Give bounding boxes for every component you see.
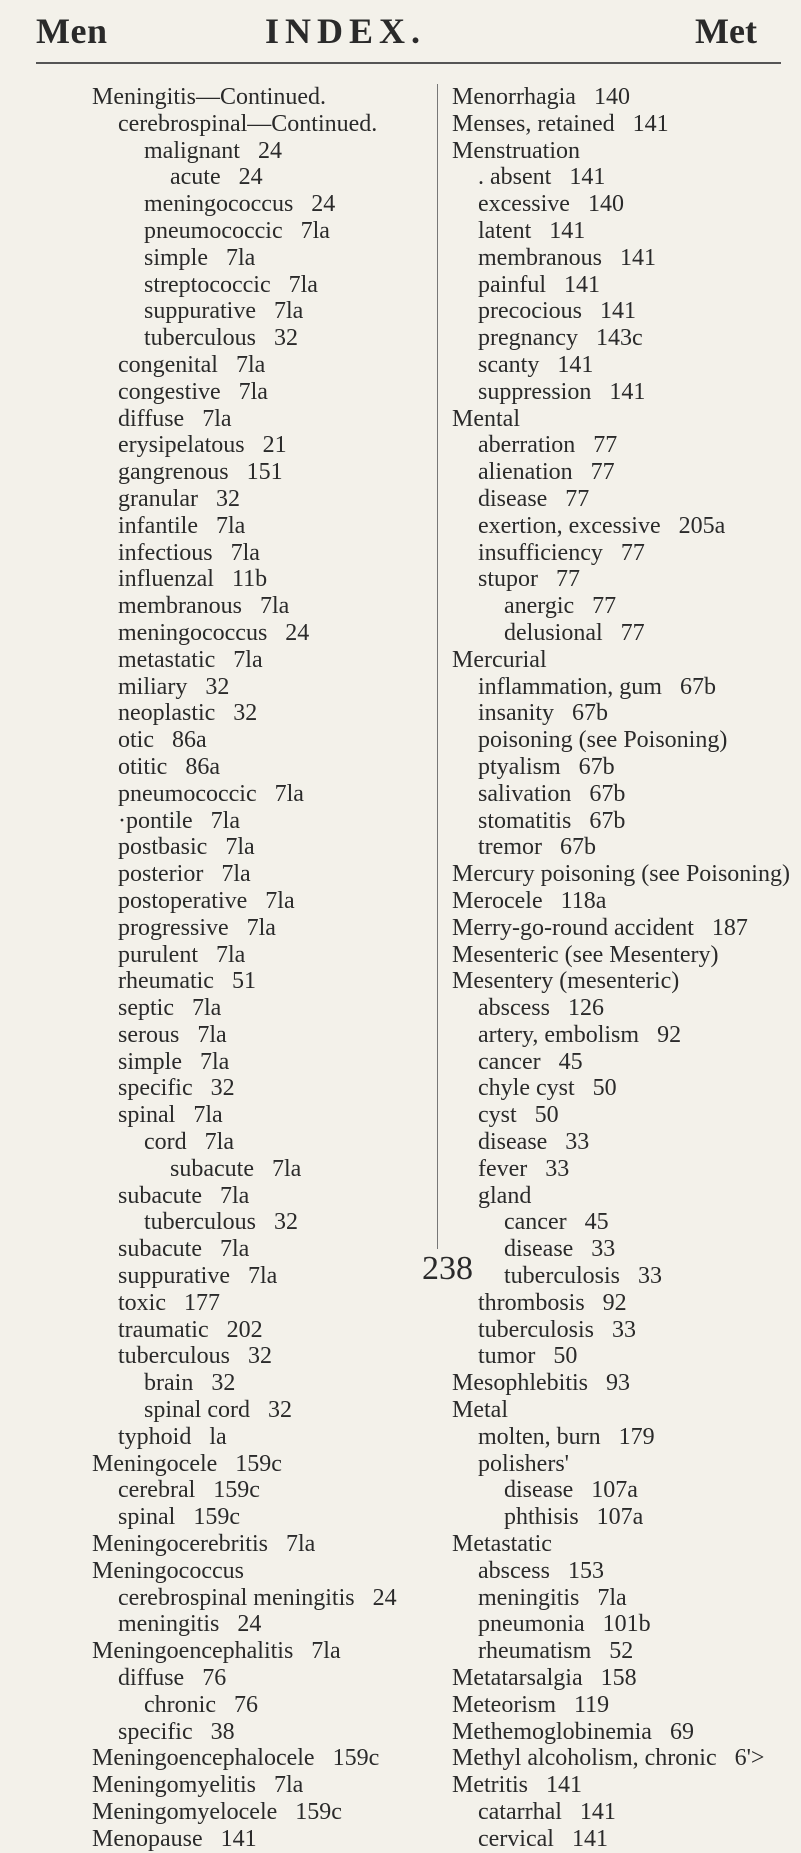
index-entry: meningitis 7la xyxy=(478,1584,627,1611)
index-entry: membranous 7la xyxy=(118,593,290,620)
index-entry: ·pontile 7la xyxy=(118,807,240,834)
index-entry: Merry-go-round accident 187 xyxy=(452,914,748,941)
index-entry: congestive 7la xyxy=(118,378,268,405)
index-entry: chyle cyst 50 xyxy=(478,1075,617,1102)
index-entry: cerebrospinal—Continued. xyxy=(118,110,378,137)
index-entry: gland xyxy=(478,1182,532,1209)
index-entry: posterior 7la xyxy=(118,861,251,888)
index-entry: suppurative 7la xyxy=(144,298,304,325)
index-entry: pneumonia 101b xyxy=(478,1611,651,1638)
index-entry: Meningoencephalitis 7la xyxy=(92,1638,341,1665)
index-entry: disease 33 xyxy=(504,1236,616,1263)
index-entry: Meningomyelocele 159c xyxy=(92,1799,342,1825)
index-entry: tuberculosis 33 xyxy=(504,1263,662,1290)
index-entry: serous 7la xyxy=(118,1021,227,1048)
index-entry: meningococcus 24 xyxy=(144,191,336,218)
index-entry: Metastatic xyxy=(452,1531,552,1558)
index-entry: meningitis 24 xyxy=(118,1611,262,1638)
index-entry: disease 107a xyxy=(504,1477,638,1504)
index-entry: subacute 7la xyxy=(170,1155,302,1182)
index-entry: congenital 7la xyxy=(118,351,266,378)
index-entry: Menopause 141 xyxy=(92,1825,257,1852)
index-entry: acute 24 xyxy=(170,164,263,191)
index-entry: Meningoencephalocele 159c xyxy=(92,1745,380,1772)
index-entry: brain 32 xyxy=(144,1370,236,1397)
index-column-left xyxy=(92,84,452,1853)
index-entry: otic 86a xyxy=(118,727,207,754)
index-entry: Merocele 118a xyxy=(452,887,607,914)
index-entry: Metal xyxy=(452,1397,508,1424)
index-entry: membranous 141 xyxy=(478,244,656,271)
index-entry: catarrhal 141 xyxy=(478,1799,616,1825)
index-entry: latent 141 xyxy=(478,217,586,244)
index-entry: gangrenous 151 xyxy=(118,459,283,486)
index-entry: traumatic 202 xyxy=(118,1316,263,1343)
index-entry: Mercurial xyxy=(452,646,547,673)
index-entry: postoperative 7la xyxy=(118,887,295,914)
index-entry: Methyl alcoholism, chronic 6'> xyxy=(452,1745,765,1772)
index-entry: malignant 24 xyxy=(144,137,282,164)
index-entry: progressive 7la xyxy=(118,914,276,941)
index-entry: anergic 77 xyxy=(504,593,617,620)
index-entry: exertion, excessive 205a xyxy=(478,512,726,539)
page-header xyxy=(0,0,801,70)
index-entry: cancer 45 xyxy=(504,1209,609,1236)
index-entry: tuberculous 32 xyxy=(144,325,298,352)
index-entry: insufficiency 77 xyxy=(478,539,645,566)
index-entry: cervical 141 xyxy=(478,1825,608,1852)
index-entry: pregnancy 143c xyxy=(478,325,643,352)
index-entry: influenzal 11b xyxy=(118,566,268,593)
index-entry: infectious 7la xyxy=(118,539,260,566)
index-entry: Mercury poisoning (see Poisoning) xyxy=(452,861,790,888)
index-entry: insanity 67b xyxy=(478,700,608,727)
index-entry: simple 7la xyxy=(144,244,256,271)
index-entry: postbasic 7la xyxy=(118,834,255,861)
index-entry: tuberculous 32 xyxy=(118,1343,272,1370)
index-entry: erysipelatous 21 xyxy=(118,432,287,459)
index-entry: cancer 45 xyxy=(478,1048,583,1075)
index-entry: pneumococcic 7la xyxy=(144,217,330,244)
index-entry: disease 33 xyxy=(478,1129,590,1156)
header-title: INDEX. xyxy=(265,11,427,51)
index-entry: painful 141 xyxy=(478,271,600,298)
index-entry: purulent 7la xyxy=(118,941,246,968)
index-entry: diffuse 7la xyxy=(118,405,232,432)
index-entry: cerebrospinal meningitis 24 xyxy=(118,1584,397,1611)
index-entry: neoplastic 32 xyxy=(118,700,258,727)
index-entry: ptyalism 67b xyxy=(478,753,615,780)
index-entry: infantile 7la xyxy=(118,512,246,539)
index-entry: specific 32 xyxy=(118,1075,235,1102)
index-entry: phthisis 107a xyxy=(504,1504,644,1531)
index-entry: inflammation, gum 67b xyxy=(478,673,716,700)
index-entry: rheumatism 52 xyxy=(478,1638,634,1665)
index-entry: toxic 177 xyxy=(118,1289,220,1316)
index-column-right xyxy=(452,84,801,1853)
index-entry: tremor 67b xyxy=(478,834,596,861)
index-entry: metastatic 7la xyxy=(118,646,263,673)
index-entry: simple 7la xyxy=(118,1048,230,1075)
header-left-guide-word: Men xyxy=(36,11,108,51)
header-right-guide-word: Met xyxy=(695,11,757,51)
index-entry: cerebral 159c xyxy=(118,1477,260,1504)
index-entry: Meningocerebritis 7la xyxy=(92,1531,316,1558)
index-entry: Menstruation xyxy=(452,137,580,164)
index-entry: rheumatic 51 xyxy=(118,968,256,995)
index-entry: diffuse 76 xyxy=(118,1665,227,1692)
index-entry: specific 38 xyxy=(118,1718,235,1745)
index-entry: Menses, retained 141 xyxy=(452,110,669,137)
index-entry: Methemoglobinemia 69 xyxy=(452,1718,694,1745)
index-entry: Mesenteric (see Mesentery) xyxy=(452,941,719,968)
index-entry: fever 33 xyxy=(478,1155,570,1182)
index-entry: disease 77 xyxy=(478,485,590,512)
index-entry: Mesophlebitis 93 xyxy=(452,1370,630,1397)
index-entry: poisoning (see Poisoning) xyxy=(478,727,728,754)
index-entry: suppression 141 xyxy=(478,378,646,405)
index-entry: meningococcus 24 xyxy=(118,619,310,646)
index-entry: miliary 32 xyxy=(118,673,230,700)
index-entry: subacute 7la xyxy=(118,1182,250,1209)
index-entry: spinal cord 32 xyxy=(144,1397,292,1424)
index-entry: stupor 77 xyxy=(478,566,580,593)
index-entry: excessive 140 xyxy=(478,191,624,218)
index-entry: . absent 141 xyxy=(478,164,606,191)
index-entry: molten, burn 179 xyxy=(478,1423,655,1450)
index-entry: tuberculous 32 xyxy=(144,1209,298,1236)
page-number: 238 xyxy=(422,1250,473,1287)
index-entry: thrombosis 92 xyxy=(478,1289,627,1316)
index-entry: Mesentery (mesenteric) xyxy=(452,968,680,995)
column-divider xyxy=(437,84,438,1249)
index-entry: granular 32 xyxy=(118,485,240,512)
index-entry: Menorrhagia 140 xyxy=(452,84,630,110)
index-entry: otitic 86a xyxy=(118,753,220,780)
index-entry: stomatitis 67b xyxy=(478,807,626,834)
index-entry: alienation 77 xyxy=(478,459,615,486)
index-entry: abscess 126 xyxy=(478,995,604,1022)
index-entry: scanty 141 xyxy=(478,351,594,378)
index-entry: pneumococcic 7la xyxy=(118,780,304,807)
index-entry: Metatarsalgia 158 xyxy=(452,1665,637,1692)
index-entry: aberration 77 xyxy=(478,432,618,459)
index-entry: Meteorism 119 xyxy=(452,1691,610,1718)
index-entry: salivation 67b xyxy=(478,780,626,807)
index-entry: Meningocele 159c xyxy=(92,1450,282,1477)
index-entry: cord 7la xyxy=(144,1129,234,1156)
index-entry: Meningomyelitis 7la xyxy=(92,1772,304,1799)
header-rule xyxy=(36,62,781,64)
index-entry: Metritis 141 xyxy=(452,1772,582,1799)
index-entry: streptococcic 7la xyxy=(144,271,318,298)
index-entry: tumor 50 xyxy=(478,1343,578,1370)
index-entry: spinal 7la xyxy=(118,1102,223,1129)
index-entry: precocious 141 xyxy=(478,298,636,325)
index-entry: polishers' xyxy=(478,1450,569,1477)
index-entry: spinal 159c xyxy=(118,1504,240,1531)
index-entry: cyst 50 xyxy=(478,1102,559,1129)
index-entry: septic 7la xyxy=(118,995,222,1022)
index-entry: subacute 7la xyxy=(118,1236,250,1263)
index-entry: delusional 77 xyxy=(504,619,645,646)
index-entry: abscess 153 xyxy=(478,1557,604,1584)
index-entry: Mental xyxy=(452,405,520,432)
index-entry: chronic 76 xyxy=(144,1691,258,1718)
index-entry: Meningitis—Continued. xyxy=(92,84,326,110)
index-entry: Meningococcus xyxy=(92,1557,244,1584)
index-entry: typhoid la xyxy=(118,1423,227,1450)
index-entry: artery, embolism 92 xyxy=(478,1021,682,1048)
index-entry: tuberculosis 33 xyxy=(478,1316,636,1343)
index-entry: suppurative 7la xyxy=(118,1263,278,1290)
